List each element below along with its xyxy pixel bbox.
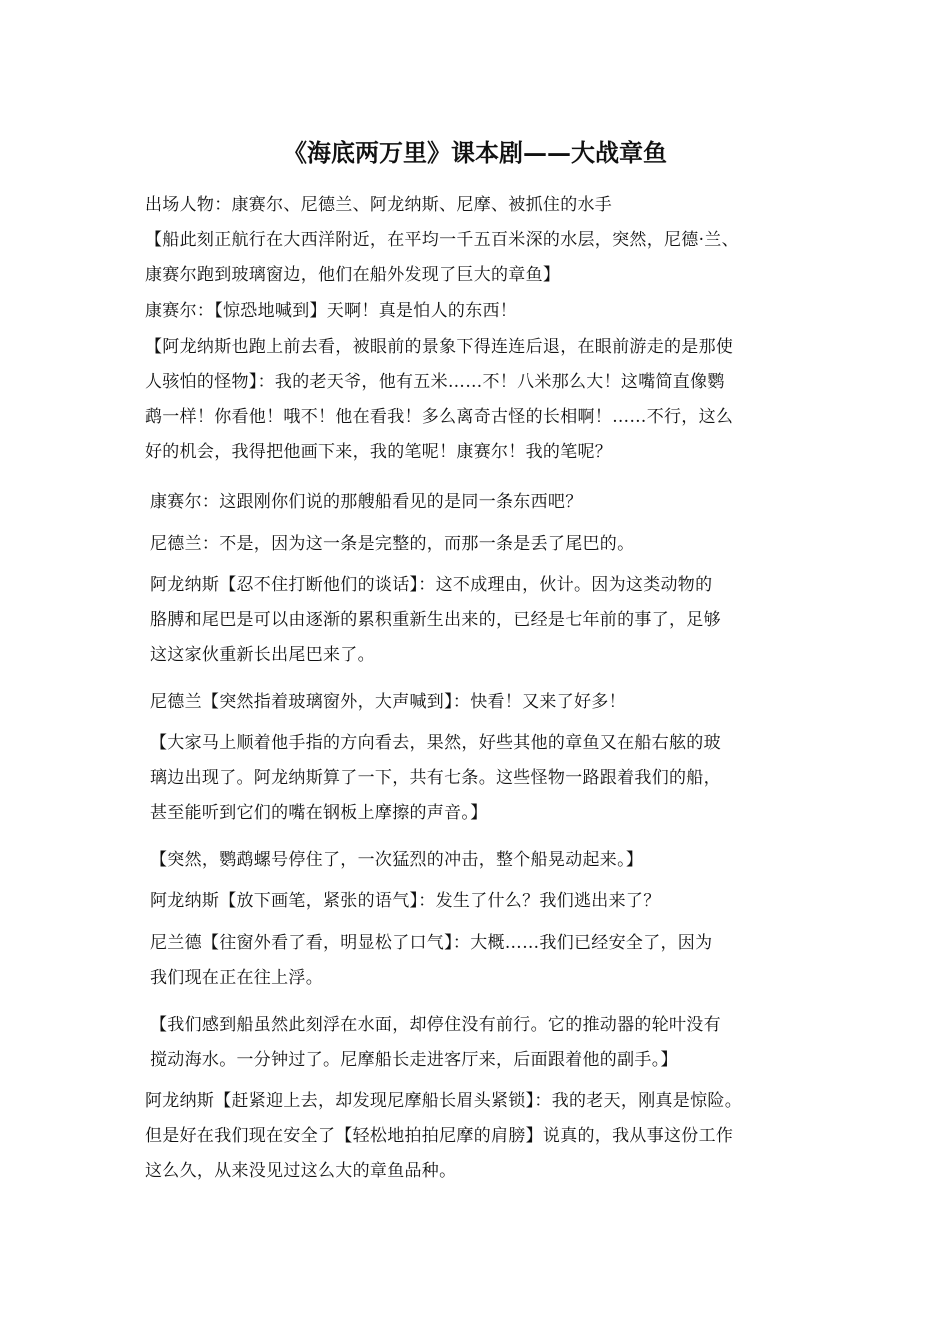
- text-line: 我们现在正在往上浮。: [150, 968, 323, 988]
- text-line: 尼德兰：不是，因为这一条是完整的，而那一条是丢了尾巴的。: [150, 534, 635, 554]
- dialogue-line: [145, 1084, 742, 1189]
- text-line: 鹉一样！你看他！哦不！他在看我！多么离奇古怪的长相啊！……不行，这么: [145, 407, 734, 427]
- text-line: 康赛尔：这跟刚你们说的那艘船看见的是同一条东西吧？: [150, 492, 583, 512]
- text-line: 【突然，鹦鹉螺号停住了，一次猛烈的冲击，整个船晃动起来。】: [150, 850, 644, 870]
- stage-direction: [150, 1008, 721, 1078]
- text-line: 阿龙纳斯【忍不住打断他们的谈话】：这不成理由，伙计。因为这类动物的: [150, 575, 713, 595]
- dialogue-line: [150, 926, 712, 996]
- stage-direction: [150, 726, 721, 831]
- text-line: 康赛尔跑到玻璃窗边，他们在船外发现了巨大的章鱼】: [145, 265, 561, 285]
- text-line: 阿龙纳斯【放下画笔，紧张的语气】：发生了什么？我们逃出来了？: [150, 891, 661, 911]
- text-line: 搅动海水。一分钟过了。尼摩船长走进客厅来，后面跟着他的副手。】: [150, 1050, 678, 1070]
- text-line: 甚至能听到它们的嘴在钢板上摩擦的声音。】: [150, 803, 488, 823]
- text-line: 康赛尔：【惊恐地喊到】天啊！真是怕人的东西！: [145, 301, 518, 321]
- dialogue-line: [150, 685, 626, 720]
- text-line: 出场人物：康赛尔、尼德兰、阿龙纳斯、尼摩、被抓住的水手: [145, 195, 613, 215]
- stage-direction: [145, 223, 739, 293]
- text-line: 璃边出现了。阿龙纳斯算了一下，共有七条。这些怪物一路跟着我们的船，: [150, 768, 721, 788]
- text-line: 【阿龙纳斯也跑上前去看，被眼前的景象下得连连后退，在眼前游走的是那使: [145, 337, 734, 357]
- text-line: 但是好在我们现在安全了【轻松地拍拍尼摩的肩膀】说真的，我从事这份工作: [145, 1126, 734, 1146]
- text-line: 人骇怕的怪物】：我的老天爷，他有五米……不！八米那么大！这嘴简直像鹦: [145, 372, 725, 392]
- text-line: 胳膊和尾巴是可以由逐渐的累积重新生出来的，已经是七年前的事了，足够: [150, 610, 721, 630]
- stage-direction: [150, 843, 643, 878]
- text-line: 【我们感到船虽然此刻浮在水面，却停住没有前行。它的推动器的轮叶没有: [150, 1015, 721, 1035]
- text-line: 【大家马上顺着他手指的方向看去，果然，好些其他的章鱼又在船右舷的玻: [150, 733, 721, 753]
- text-line: 尼德兰【突然指着玻璃窗外，大声喊到】：快看！又来了好多！: [150, 692, 626, 712]
- page-title: 《海底两万里》课本剧——大战章鱼: [283, 138, 667, 167]
- cast-list: [145, 188, 612, 223]
- text-line: 阿龙纳斯【赶紧迎上去，却发现尼摩船长眉头紧锁】：我的老天，刚真是惊险。: [145, 1091, 742, 1111]
- text-line: 这这家伙重新长出尾巴来了。: [150, 645, 375, 665]
- dialogue-line: [150, 884, 661, 919]
- dialogue-line: [145, 294, 517, 329]
- dialogue-line: [150, 527, 634, 562]
- stage-direction: [145, 330, 733, 470]
- text-line: 好的机会，我得把他画下来，我的笔呢！康赛尔！我的笔呢？: [145, 442, 613, 462]
- text-line: 【船此刻正航行在大西洋附近，在平均一千五百米深的水层，突然，尼德·兰、: [145, 230, 739, 250]
- dialogue-line: [150, 485, 583, 520]
- dialogue-line: [150, 568, 721, 673]
- text-line: 尼兰德【往窗外看了看，明显松了口气】：大概……我们已经安全了，因为: [150, 933, 713, 953]
- text-line: 这么久，从来没见过这么大的章鱼品种。: [145, 1161, 457, 1181]
